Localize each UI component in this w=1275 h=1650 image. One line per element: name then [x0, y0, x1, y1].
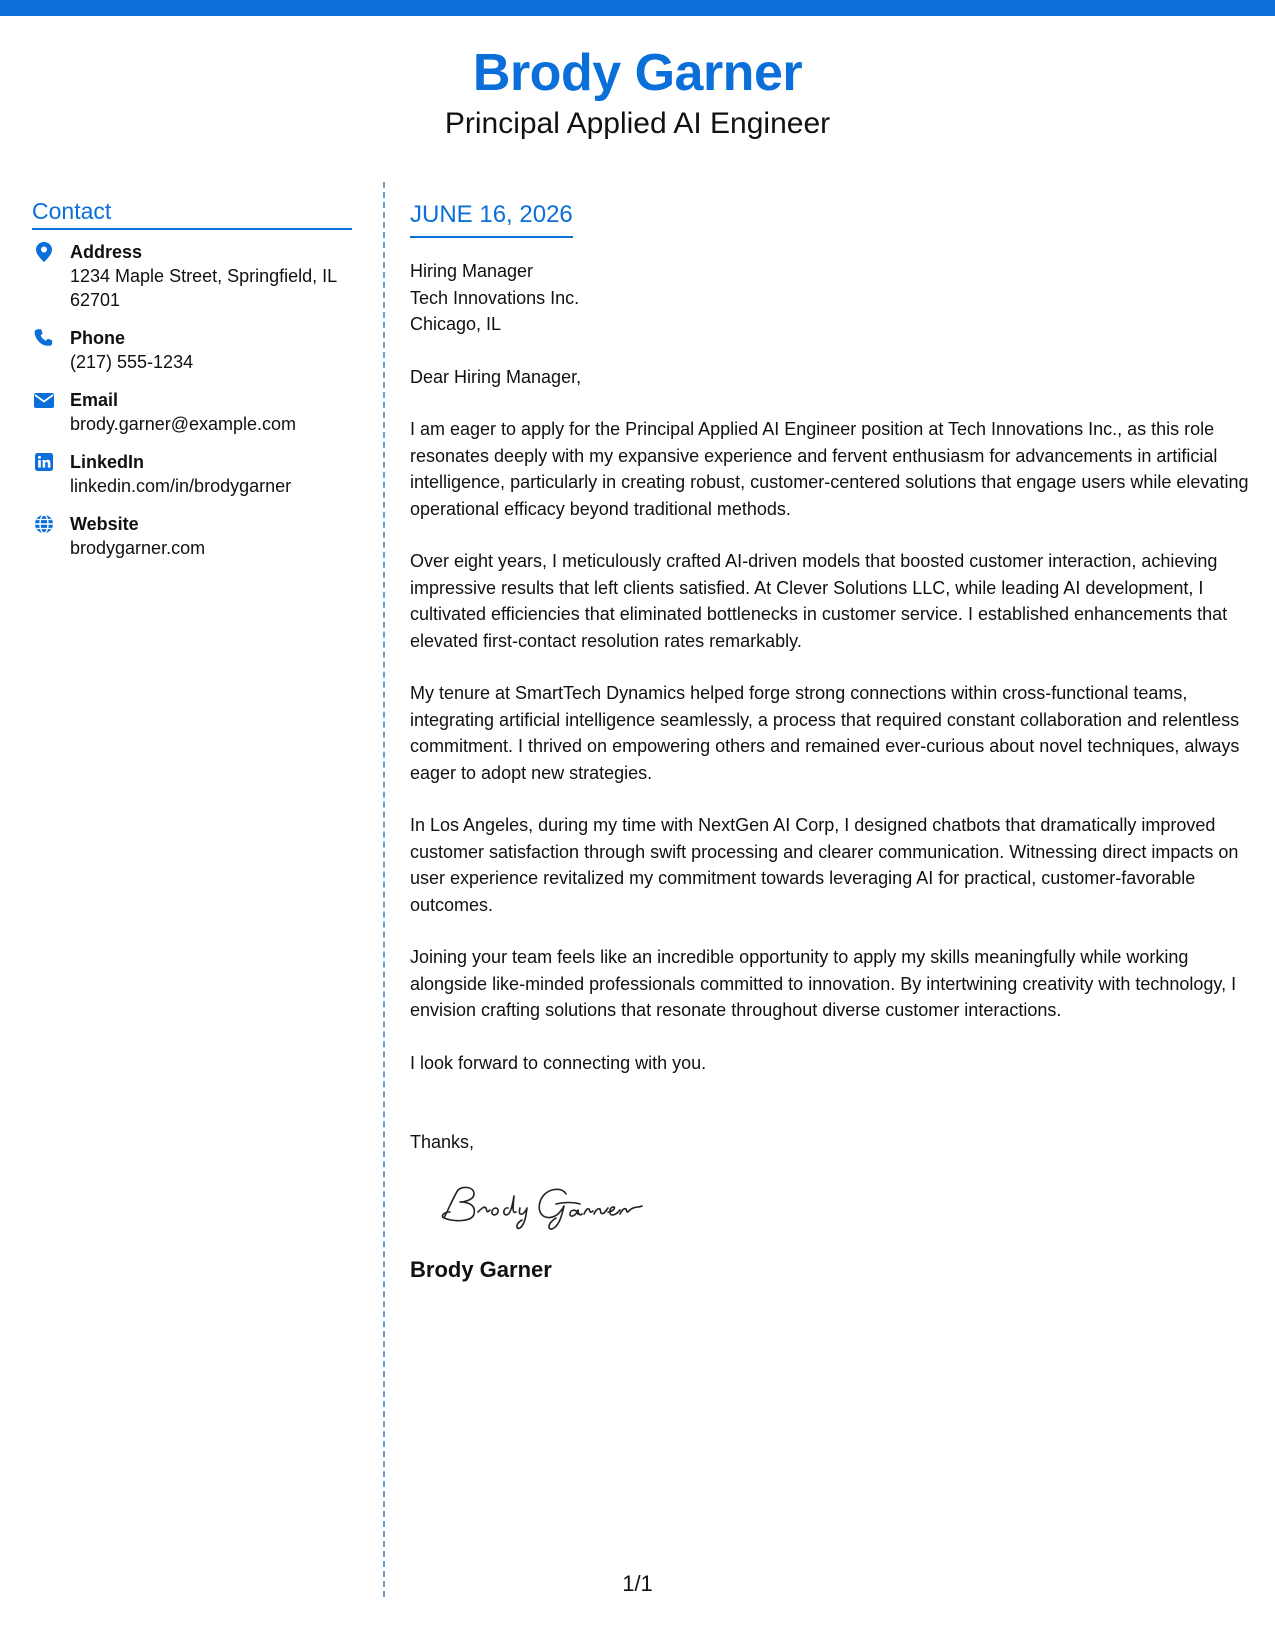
salutation: Dear Hiring Manager,	[410, 366, 582, 387]
body-paragraph: In Los Angeles, during my time with NextGen AI Corp, I designed chatbots that dramatically improved customer satisfaction through swift processing and clearer communication. Witnessing direct impacts on user experience revitalized my commitment towards leveraging AI for practical, customer-favorable outcomes.	[410, 815, 1239, 915]
top-accent-bar	[0, 0, 1275, 16]
body-paragraph: Over eight years, I meticulously crafted AI-driven models that boosted customer interaction, achieving impressive results that left clients satisfied. At Clever Solutions LLC, while leading AI development, I cultivated efficiencies that eliminated bottlenecks in customer service. I established enhancements that elevated first-contact resolution rates remarkably.	[410, 551, 1228, 651]
contact-sidebar	[32, 196, 352, 574]
email-icon	[34, 390, 54, 410]
handwritten-signature	[430, 1178, 1258, 1238]
email-value[interactable]: brody.garner@example.com	[70, 414, 297, 434]
phone-label: Phone	[70, 328, 126, 348]
website-label: Website	[70, 514, 139, 534]
contact-item-phone	[32, 326, 352, 374]
phone-icon	[34, 328, 54, 348]
body-paragraph: Joining your team feels like an incredible opportunity to apply my skills meaningfully while working alongside like-minded professionals committed to innovation. By intertwining creativity with technology, I envision crafting solutions that resonate throughout diverse customer interactions.	[410, 947, 1237, 1020]
recipient-line: Hiring Manager	[410, 261, 534, 281]
page-header	[0, 40, 1275, 142]
phone-value: (217) 555-1234	[70, 352, 194, 372]
body-paragraph: I am eager to apply for the Principal Applied AI Engineer position at Tech Innovations Inc., as this role resonates deeply with my expansive experience and fervent enthusiasm for advancements in artificial intelligence, particularly in creating robust, customer-centered solutions that engage users while elevating operational efficacy beyond traditional methods.	[410, 419, 1249, 519]
recipient-block	[410, 258, 1258, 338]
contact-item-website	[32, 512, 352, 560]
letter-date: JUNE 16, 2026	[410, 198, 573, 238]
column-divider	[383, 182, 385, 1597]
map-pin-icon	[34, 242, 54, 262]
linkedin-value[interactable]: linkedin.com/in/brodygarner	[70, 476, 292, 496]
globe-icon	[34, 514, 54, 534]
recipient-line: Chicago, IL	[410, 314, 502, 334]
closing-line: Thanks,	[410, 1132, 475, 1152]
contact-item-linkedin	[32, 450, 352, 498]
email-label: Email	[70, 390, 119, 410]
linkedin-icon	[34, 452, 54, 472]
body-paragraph: My tenure at SmartTech Dynamics helped forge strong connections within cross-functional teams, integrating artificial intelligence seamlessly, a process that required constant collaboration and relentless commitment. I thrived on empowering others and remained ever-curious about novel techniques, always eager to adopt new strategies.	[410, 683, 1240, 783]
body-paragraph: I look forward to connecting with you.	[410, 1052, 707, 1073]
address-value: 1234 Maple Street, Springfield, IL 62701	[70, 266, 337, 310]
contact-heading: Contact	[32, 196, 352, 230]
website-value[interactable]: brodygarner.com	[70, 538, 206, 558]
address-label: Address	[70, 242, 143, 262]
page-number: 1/1	[622, 1571, 653, 1596]
linkedin-label: LinkedIn	[70, 452, 145, 472]
letter-body	[410, 198, 1258, 1284]
contact-item-address	[32, 240, 352, 312]
recipient-line: Tech Innovations Inc.	[410, 287, 580, 308]
applicant-name: Brody Garner	[472, 44, 803, 102]
signed-name: Brody Garner	[410, 1256, 552, 1282]
contact-item-email	[32, 388, 352, 436]
applicant-title: Principal Applied AI Engineer	[444, 107, 831, 140]
